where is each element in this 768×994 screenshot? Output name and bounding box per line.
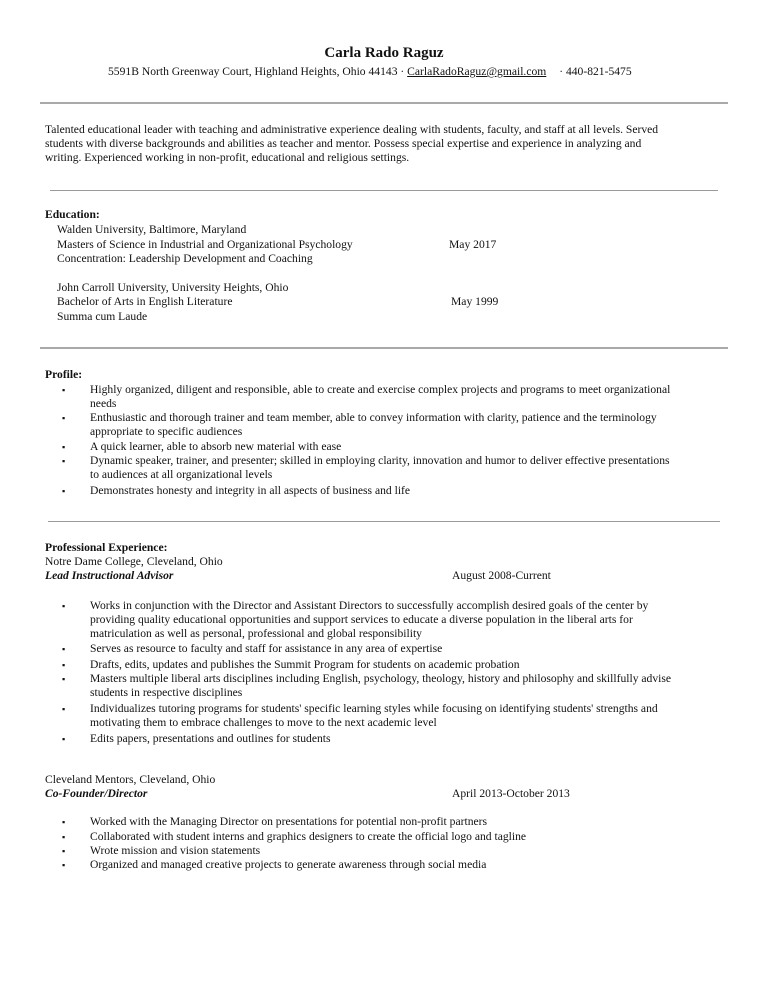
list-item-line: needs [90, 397, 117, 411]
bullet-icon: ▪ [62, 817, 66, 827]
address: 5591B North Greenway Court, Highland Heights, Ohio 44143 · [108, 65, 405, 78]
education-school-2: John Carroll University, University Heights, Ohio [57, 281, 289, 294]
job-2-organization: Cleveland Mentors, Cleveland, Ohio [45, 773, 216, 786]
list-item-line: Serves as resource to faculty and staff for assistance in any area of expertise [90, 642, 443, 655]
bullet-icon: ▪ [62, 660, 66, 670]
bullet-icon: ▪ [62, 456, 66, 466]
list-item-line: providing quality educational opportunities and support services to educate a diverse population in the liberal arts for [90, 613, 633, 627]
job-2-title: Co-Founder/Director [45, 787, 148, 800]
bullet-icon: ▪ [62, 704, 66, 714]
summary-paragraph [45, 123, 735, 166]
profile-heading: Profile: [45, 368, 83, 381]
contact-line [108, 65, 632, 79]
bullet-icon: ▪ [62, 860, 66, 870]
education-degree-2: Bachelor of Arts in English Literature [57, 295, 233, 308]
education-school-1: Walden University, Baltimore, Maryland [57, 223, 247, 236]
list-item-line: Collaborated with student interns and graphics designers to create the official logo and tagline [90, 830, 527, 843]
list-item-line: motivating them to embrace challenges to move to the next academic level [90, 716, 437, 730]
education-degree-1: Masters of Science in Industrial and Organizational Psychology [57, 238, 353, 251]
bullet-icon: ▪ [62, 832, 66, 842]
profile-divider [48, 521, 720, 522]
list-item-line: Organized and managed creative projects to generate awareness through social media [90, 858, 487, 871]
list-item-line: Enthusiastic and thorough trainer and team member, able to convey information with clarity, patience and the terminology [90, 411, 657, 424]
list-item-line: Wrote mission and vision statements [90, 844, 261, 857]
education-concentration: Concentration: Leadership Development and Coaching [57, 252, 313, 265]
education-heading: Education: [45, 208, 100, 221]
list-item-line: Worked with the Managing Director on presentations for potential non-profit partners [90, 815, 488, 828]
experience-heading: Professional Experience: [45, 541, 168, 554]
bullet-icon: ▪ [62, 413, 66, 423]
list-item-line: Highly organized, diligent and responsible, able to create and exercise complex projects and programs to meet organizational [90, 383, 671, 396]
bullet-icon: ▪ [62, 846, 66, 856]
list-item-line: Masters multiple liberal arts disciplines including English, psychology, theology, history and philosophy and skillfully advise [90, 672, 672, 685]
bullet-icon: ▪ [62, 385, 66, 395]
list-item-line: Dynamic speaker, trainer, and presenter; skilled in employing clarity, innovation and humor to deliver effective presentations [90, 454, 670, 467]
bullet-icon: ▪ [62, 674, 66, 684]
bullet-icon: ▪ [62, 486, 66, 496]
phone: · 440-821-5475 [559, 65, 632, 78]
resume-name: Carla Rado Raguz [324, 45, 444, 61]
education-divider [40, 347, 728, 349]
list-item-line: Works in conjunction with the Director and Assistant Directors to successfully accomplish desired goals of the center by [90, 599, 649, 612]
education-honor: Summa cum Laude [57, 310, 148, 323]
bullet-icon: ▪ [62, 734, 66, 744]
job-1-organization: Notre Dame College, Cleveland, Ohio [45, 555, 223, 568]
list-item-line: to audiences at all organizational levels [90, 468, 273, 482]
education-date-2: May 1999 [451, 295, 499, 308]
list-item-line: appropriate to specific audiences [90, 425, 243, 439]
job-1-title: Lead Instructional Advisor [45, 569, 174, 582]
list-item-line: Edits papers, presentations and outlines for students [90, 732, 331, 745]
education-date-1: May 2017 [449, 238, 497, 251]
list-item-line: matriculation as well as personal, professional and global responsibility [90, 627, 422, 641]
list-item-line: Drafts, edits, updates and publishes the Summit Program for students on academic probation [90, 658, 520, 671]
list-item-line: students in respective disciplines [90, 686, 243, 700]
bullet-icon: ▪ [62, 442, 66, 452]
bullet-icon: ▪ [62, 644, 66, 654]
summary-line: writing. Experienced working in non-profit, educational and religious settings. [45, 151, 410, 165]
list-item-line: Demonstrates honesty and integrity in all aspects of business and life [90, 484, 411, 497]
list-item-line: Individualizes tutoring programs for students' specific learning styles while focusing on identifying students' strengths and [90, 702, 658, 715]
job-1-date: August 2008-Current [452, 569, 551, 582]
summary-divider [50, 190, 718, 191]
job-2-date: April 2013-October 2013 [452, 787, 570, 800]
bullet-icon: ▪ [62, 601, 66, 611]
summary-line: students with diverse backgrounds and abilities as teacher and mentor. Possess special expertise and experience in analyzing and [45, 137, 642, 151]
header-divider [40, 102, 728, 104]
list-item-line: A quick learner, able to absorb new material with ease [90, 440, 342, 453]
summary-line: Talented educational leader with teaching and administrative experience dealing with students, faculty, and staff at all levels. Served [45, 123, 659, 136]
email-link[interactable]: CarlaRadoRaguz@gmail.com [407, 65, 547, 78]
